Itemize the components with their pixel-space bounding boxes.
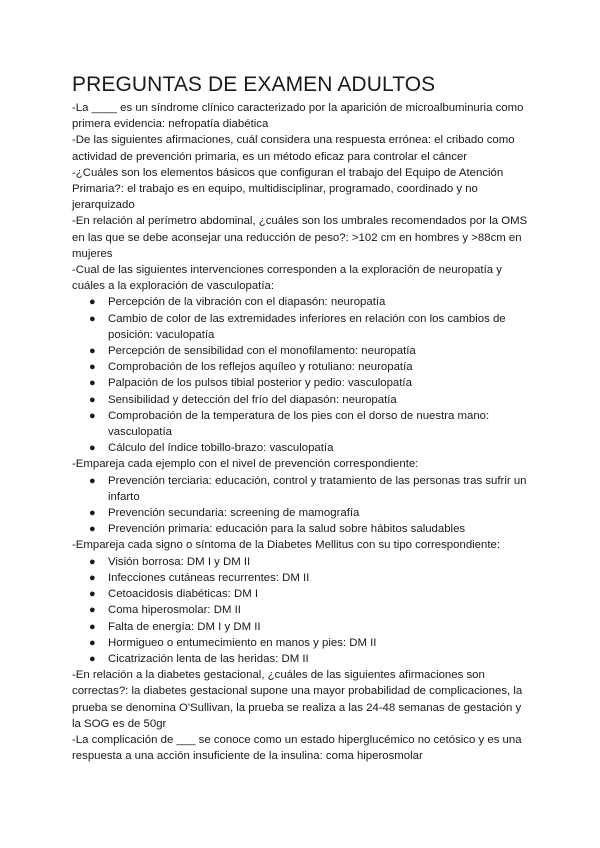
list-item xyxy=(89,570,532,586)
question-paragraph: -La ____ es un síndrome clínico caracterizado por la aparición de microalbuminuria como primera evidencia: nefropatía diabética xyxy=(72,102,524,131)
list-item xyxy=(89,602,532,618)
bullet-icon: ● xyxy=(89,588,96,601)
list-item-text: Comprobación de los reflejos aquíleo y rotuliano: neuropatía xyxy=(108,361,413,374)
question-paragraph: -Empareja cada signo o síntoma de la Diabetes Mellitus con su tipo correspondiente: xyxy=(72,539,501,552)
list-item xyxy=(89,311,532,343)
bullet-icon: ● xyxy=(89,523,96,536)
bullet-icon: ● xyxy=(89,604,96,617)
bullet-icon: ● xyxy=(89,377,96,390)
list-item xyxy=(89,408,532,440)
list-item xyxy=(89,473,532,505)
list-item-text: Prevención primaria: educación para la salud sobre hábitos saludables xyxy=(108,523,466,536)
question-paragraph: -De las siguientes afirmaciones, cuál considera una respuesta errónea: el cribado como actividad de prevención primaria, es un método eficaz para controlar el cáncer xyxy=(72,134,515,163)
list-item-text: Hormigueo o entumecimiento en manos y pies: DM II xyxy=(108,636,377,649)
bullet-icon: ● xyxy=(89,442,96,455)
list-item xyxy=(89,505,532,521)
bullet-icon: ● xyxy=(89,571,96,584)
list-item-text: Cambio de color de las extremidades inferiores en relación con los cambios de posición: vaculopatía xyxy=(108,312,506,341)
list-item xyxy=(89,294,532,310)
bullet-icon: ● xyxy=(89,652,96,665)
list-item-text: Prevención terciaria: educación, control y tratamiento de las personas tras sufrir un infarto xyxy=(108,474,527,503)
list-item-text: Cicatrización lenta de las heridas: DM II xyxy=(108,652,309,665)
document-body xyxy=(72,100,532,764)
list-item-text: Cetoacidosis diabéticas: DM I xyxy=(108,588,259,601)
bullet-list xyxy=(72,554,532,667)
question-paragraph: -En relación a la diabetes gestacional, ¿cuáles de las siguientes afirmaciones son correctas?: la diabetes gestacional supone una mayor probabilidad de complicaciones, la prueba se denomina O'Sullivan, la prueba se realiza a las 24-48 semanas de gestación y la SOG es de 50gr xyxy=(72,669,523,730)
bullet-icon: ● xyxy=(89,636,96,649)
list-item xyxy=(89,521,532,537)
list-item xyxy=(89,343,532,359)
list-item-text: Comprobación de la temperatura de los pies con el dorso de nuestra mano: vasculopatía xyxy=(108,409,490,439)
list-item-text: Sensibilidad y detección del frío del diapasón: neuropatía xyxy=(108,393,397,406)
bullet-icon: ● xyxy=(89,312,96,325)
bullet-list xyxy=(72,294,532,456)
list-item xyxy=(89,554,532,570)
bullet-icon: ● xyxy=(89,345,96,358)
list-item-text: Infecciones cutáneas recurrentes: DM II xyxy=(108,571,310,584)
list-item xyxy=(89,359,532,375)
list-item-text: Cálculo del índice tobillo-brazo: vasculopatía xyxy=(108,442,334,455)
list-item xyxy=(89,440,532,456)
list-item xyxy=(89,586,532,602)
question-paragraph: -En relación al perímetro abdominal, ¿cuáles son los umbrales recomendados por la OMS en las que se debe aconsejar una reducción de peso?: >102 cm en hombres y >88cm en mujeres xyxy=(72,215,528,260)
list-item xyxy=(89,619,532,635)
list-item-text: Coma hiperosmolar: DM II xyxy=(108,604,241,617)
list-item xyxy=(89,651,532,667)
question-paragraph: -Empareja cada ejemplo con el nivel de prevención correspondiente: xyxy=(72,458,419,471)
list-item-text: Visión borrosa: DM I y DM II xyxy=(108,555,251,568)
list-item xyxy=(89,392,532,408)
document-page xyxy=(72,72,532,764)
page-title: PREGUNTAS DE EXAMEN ADULTOS xyxy=(72,73,436,96)
list-item xyxy=(89,635,532,651)
list-item-text: Percepción de la vibración con el diapasón: neuropatía xyxy=(108,296,386,309)
bullet-icon: ● xyxy=(89,507,96,520)
bullet-icon: ● xyxy=(89,620,96,633)
list-item-text: Palpación de los pulsos tibial posterior y pedio: vasculopatía xyxy=(108,377,412,390)
bullet-icon: ● xyxy=(89,361,96,374)
list-item-text: Prevención secundaria: screening de mamografía xyxy=(108,507,360,520)
bullet-icon: ● xyxy=(89,555,96,568)
bullet-icon: ● xyxy=(89,393,96,406)
bullet-icon: ● xyxy=(89,474,96,487)
question-paragraph: -Cual de las siguientes intervenciones corresponden a la exploración de neuropatía y cuáles a la exploración de vasculopatía: xyxy=(72,264,502,293)
bullet-list xyxy=(72,473,532,538)
question-paragraph: -La complicación de ___ se conoce como un estado hiperglucémico no cetósico y es una respuesta a una acción insuficiente de la insulina: coma hiperosmolar xyxy=(72,733,522,763)
list-item xyxy=(89,375,532,391)
question-paragraph: -¿Cuáles son los elementos básicos que configuran el trabajo del Equipo de Atención Primaria?: el trabajo es en equipo, multidisciplinar, programado, coordinado y no jerarquizado xyxy=(72,166,504,212)
list-item-text: Percepción de sensibilidad con el monofilamento: neuropatía xyxy=(108,345,416,358)
bullet-icon: ● xyxy=(89,296,96,309)
list-item-text: Falta de energía: DM I y DM II xyxy=(108,620,261,633)
bullet-icon: ● xyxy=(89,409,96,422)
